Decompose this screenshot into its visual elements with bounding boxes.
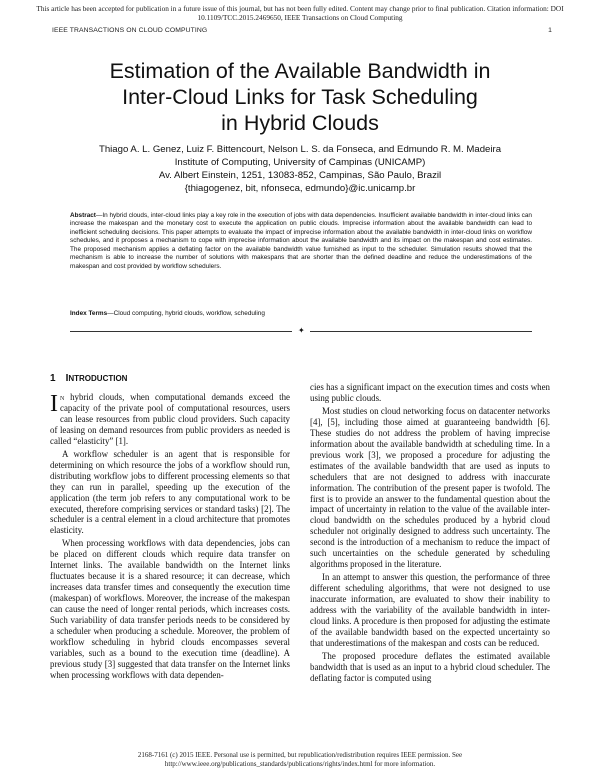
section-title-initial: I xyxy=(65,373,69,384)
address: Av. Albert Einstein, 1251, 13083-852, Campinas, São Paulo, Brazil xyxy=(158,170,442,181)
paragraph: In an attempt to answer this question, the performance of three different scheduling algorithms, that were not designed to use inaccurate information, are evaluated to show their inability to address with the variability of the available bandwidth in inter-cloud links. A procedure is then proposed for adjusting the estimate of the available bandwidth based on the expected uncertainty so that underestimations of the makespan and costs can be reduced. xyxy=(310,572,550,648)
paragraph: The proposed procedure deflates the estimated available bandwidth that is used as an input to a hybrid cloud scheduler. The deflating factor is computed using xyxy=(310,650,550,683)
drop-cap: I xyxy=(50,391,58,417)
paragraph: Most studies on cloud networking focus on datacenter networks [4], [5], including those aimed at guaranteeing bandwidth [6]. These studies do not address the problem of having imprecise information about the available bandwidth at scheduling time. In a previous work [3], we proposed a procedure for adjusting the estimates of the available bandwidth that are used as inputs to schedulers that are not designed to address with inaccurate information. The contribution of the present paper is twofold. The first is to provide an answer to the fundamental question about the impact of uncertainty in relation to the value of the available inter-cloud bandwidth on the schedules produced by a hybrid cloud scheduler not originally designed to address such uncertainty. The second is the introduction of a mechanism to reduce the impact of such uncertainties on the schedule generated by scheduling algorithms proposed in the literature. xyxy=(310,405,550,570)
section-number: 1 xyxy=(50,373,56,384)
first-word: n xyxy=(60,392,65,402)
journal-name: IEEE TRANSACTIONS ON CLOUD COMPUTING xyxy=(52,27,208,34)
emails: {thiagogenez, bit, nfonseca, edmundo}@ic.unicamp.br xyxy=(184,183,416,194)
divider-line-left xyxy=(70,331,292,332)
affiliation: Institute of Computing, University of Campinas (UNICAMP) xyxy=(174,157,426,168)
index-terms-text: —Cloud computing, hybrid clouds, workflow, scheduling xyxy=(107,310,265,317)
abstract-text: —In hybrid clouds, inter-cloud links play a key role in the execution of jobs with data dependencies. Insufficient available bandwidth in inter-cloud links can increase the makespan and the monetary cost to execute the application on public clouds. Imprecise information about the available bandwidth can lead to inefficient scheduling decisions. This paper attempts to evaluate the impact of imprecise information about the available bandwidth in inter-cloud links on workflow schedules, and it proposes a mechanism to cope with imprecise information about the available bandwidth and its impact on the makespan and cost estimates. The proposed mechanism applies a deflating factor on the available bandwidth value furnished as input to the scheduler. Simulation results showed that the mechanism is able to increase the number of solutions with makespans that are shorter than the defined deadline and reduce the underestimations of the makespan and cost provided by workflow schedulers. xyxy=(70,212,532,270)
paragraph: When processing workflows with data dependencies, jobs can be placed on different clouds which require data transfer on Internet links. The available bandwidth on the Internet links fluctuates because it is a shared resource; it can decrease, which increases data transfer times and consequently the execution time (makespan) of workflows. Moreover, the increase of the makespan can cause the need of longer rental periods, which increases costs. Such variability of data transfer periods needs to be considered by a scheduler when producing a schedule. Moreover, the problem of workflow scheduling in hybrid clouds encompasses several variables, such as a bound to the execution time (deadline). A previous study [3] suggested that data transfer on the Internet links when processing workflows with data dependen- xyxy=(50,538,290,680)
paragraph: A workflow scheduler is an agent that is responsible for determining on which resource the jobs of a workflow should run, distributing workflow jobs to different processing elements so that they can run in parallel, speeding up the execution of the application (the term job refers to any computational work to be executed, therefore comprising services or standard tasks) [2]. The scheduler is a central element in a cloud architecture that promotes elasticity. xyxy=(50,448,290,536)
right-column xyxy=(310,382,550,684)
abstract-label: Abstract xyxy=(70,212,96,219)
paragraph: cies has a significant impact on the execution times and costs when using public clouds. xyxy=(310,382,550,403)
title-line-2: Inter-Cloud Links for Task Scheduling xyxy=(122,85,478,109)
index-terms xyxy=(70,310,532,318)
notice-line-2: 10.1109/TCC.2015.2469650, IEEE Transactions on Cloud Computing xyxy=(197,13,403,22)
index-terms-label: Index Terms xyxy=(70,310,108,317)
section-divider xyxy=(70,327,532,335)
paragraph xyxy=(50,392,290,447)
running-header xyxy=(52,27,552,34)
abstract xyxy=(70,212,532,271)
divider-diamond-icon: ✦ xyxy=(298,326,305,335)
paragraph-text: hybrid clouds, when computational demands exceed the capacity of the private pool of computational resources, users can lease resources from public cloud providers. Such capacity of leasing on demand resources from public providers as needed is called “elasticity” [1]. xyxy=(50,392,290,446)
copyright-footer xyxy=(20,751,580,769)
footer-line-1: 2168-7161 (c) 2015 IEEE. Personal use is permitted, but republication/redistribution requires IEEE permission. See xyxy=(137,751,463,759)
publication-notice xyxy=(20,4,580,22)
author-names: Thiago A. L. Genez, Luiz F. Bittencourt, Nelson L. S. da Fonseca, and Edmundo R. M. Madeira xyxy=(98,144,502,155)
footer-line-2: http://www.ieee.org/publications_standards/publications/rights/index.html for more information. xyxy=(164,760,436,768)
title-line-3: in Hybrid Clouds xyxy=(221,111,379,135)
left-column xyxy=(50,392,290,681)
notice-line-1: This article has been accepted for publication in a future issue of this journal, but has not been fully edited. Content may change prior to final publication. Citation information: DOI xyxy=(36,4,564,13)
divider-line-right xyxy=(310,331,532,332)
title-line-1: Estimation of the Available Bandwidth in xyxy=(109,59,491,83)
section-title-rest: NTRODUCTION xyxy=(68,374,128,383)
author-block xyxy=(40,143,560,195)
paper-title xyxy=(60,58,540,136)
section-heading xyxy=(50,373,127,384)
page-number: 1 xyxy=(548,27,552,34)
